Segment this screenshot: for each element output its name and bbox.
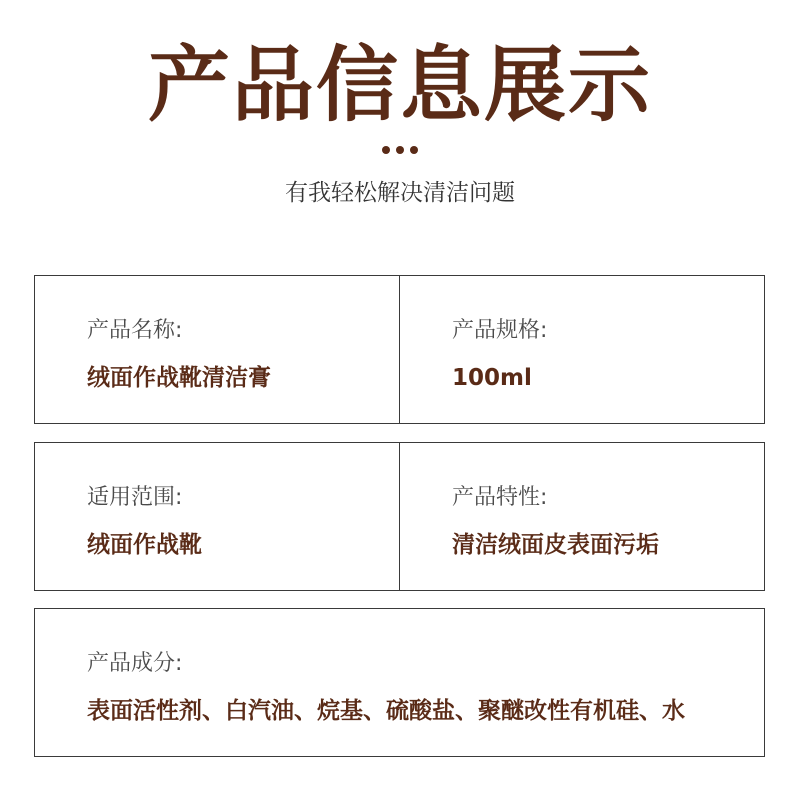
product-name-cell [35,276,399,423]
page-title: 产品信息展示 [147,38,652,133]
product-scope-label: 适用范围: [87,485,183,510]
product-name-label: 产品名称: [87,318,183,343]
page-subtitle: 有我轻松解决清洁问题 [285,180,515,206]
product-ingredients-value: 表面活性剂、白汽油、烷基、硫酸盐、聚醚改性有机硅、水 [87,698,685,724]
dot-icon [410,146,418,154]
product-ingredients-cell [35,609,764,756]
product-spec-cell [399,276,764,423]
decorative-dots [0,146,800,154]
product-feature-label: 产品特性: [452,485,548,510]
product-name-value: 绒面作战靴清洁膏 [87,365,271,391]
info-row-2 [34,442,765,591]
product-feature-cell [399,443,764,590]
product-spec-value: 100ml [452,365,532,391]
product-scope-cell [35,443,399,590]
dot-icon [396,146,404,154]
info-row-1 [34,275,765,424]
info-row-3 [34,608,765,757]
product-ingredients-label: 产品成分: [87,651,183,676]
dot-icon [382,146,390,154]
product-spec-label: 产品规格: [452,318,548,343]
product-feature-value: 清洁绒面皮表面污垢 [452,532,659,558]
product-scope-value: 绒面作战靴 [87,532,202,558]
